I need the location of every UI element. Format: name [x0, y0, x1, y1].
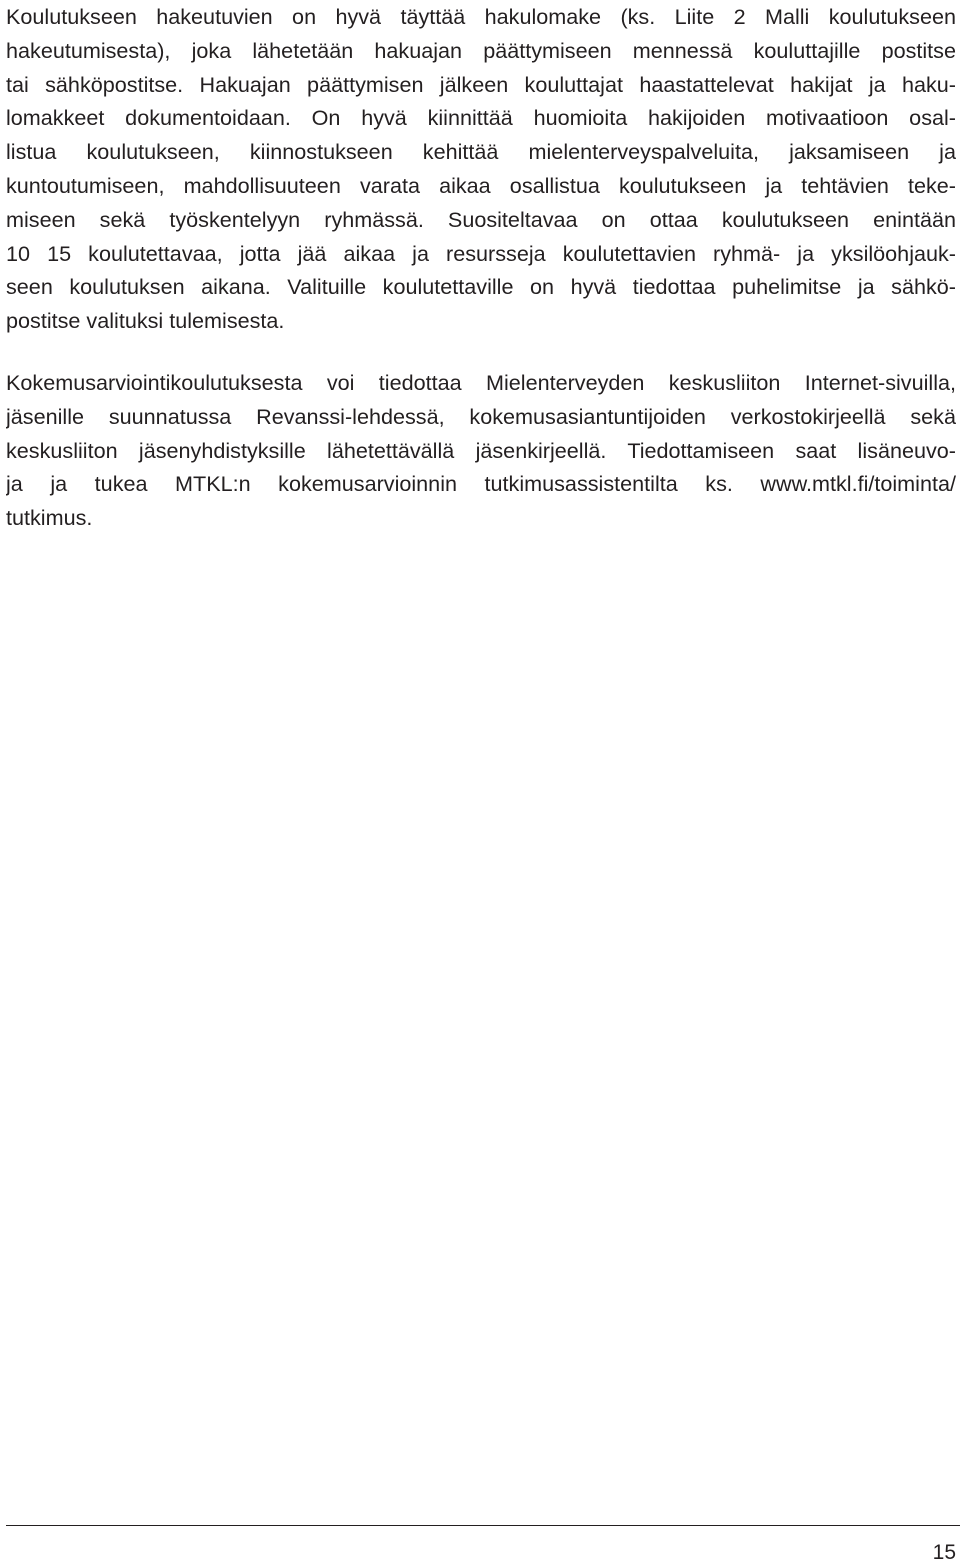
text-line: lomakkeet dokumentoidaan. On hyvä kiinnittää huomioita hakijoiden motivaatioon osal- [6, 105, 956, 131]
text-line: postitse valituksi tulemisesta. [6, 308, 285, 334]
page-number: 15 [932, 1541, 956, 1564]
text-line: ja ja tukea MTKL:n kokemusarvioinnin tutkimusassistentilta ks. www.mtkl.fi/toiminta/ [6, 471, 956, 497]
footer-divider [6, 1525, 960, 1526]
paragraph-announcement [6, 366, 956, 535]
text-line: keskusliiton jäsenyhdistyksille lähetettävällä jäsenkirjeellä. Tiedottamiseen saat lisäneuvo- [6, 437, 956, 463]
text-line: Koulutukseen hakeutuvien on hyvä täyttää hakulomake (ks. Liite 2 Malli koulutukseen [6, 4, 956, 29]
text-line: tai sähköpostitse. Hakuajan päättymisen jälkeen kouluttajat haastattelevat hakijat ja haku- [6, 71, 956, 97]
text-line: seen koulutuksen aikana. Valituille koulutettaville on hyvä tiedottaa puhelimitse ja sähkö- [6, 274, 956, 300]
text-line: kuntoutumiseen, mahdollisuuteen varata aikaa osallistua koulutukseen ja tehtävien teke- [6, 172, 956, 198]
paragraph-application-process [6, 0, 956, 338]
text-line: jäsenille suunnatussa Revanssi-lehdessä, kokemusasiantuntijoiden verkostokirjeellä sekä [6, 403, 956, 429]
text-line: 10 15 koulutettavaa, jotta jää aikaa ja resursseja koulutettavien ryhmä- ja yksilöohjauk- [6, 240, 956, 266]
text-line: Kokemusarviointikoulutuksesta voi tiedottaa Mielenterveyden keskusliiton Internet-sivuilla, [6, 370, 956, 395]
text-line: hakeutumisesta), joka lähetetään hakuajan päättymiseen mennessä kouluttajille postitse [6, 37, 956, 63]
text-line: tutkimus. [6, 505, 93, 531]
text-line: listua koulutukseen, kiinnostukseen kehittää mielenterveyspalveluita, jaksamiseen ja [6, 139, 956, 165]
text-line: miseen sekä työskentelyyn ryhmässä. Suositeltavaa on ottaa koulutukseen enintään [6, 206, 956, 232]
